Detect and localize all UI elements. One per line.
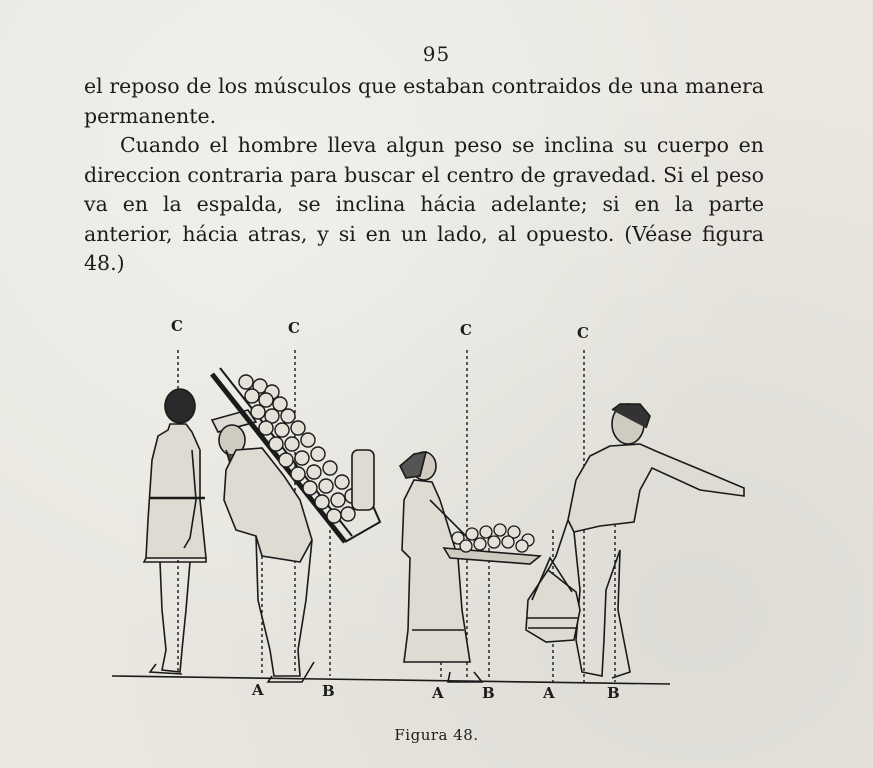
label-c-3: C	[460, 321, 472, 339]
label-b-3: B	[607, 684, 620, 702]
figure-illustration	[0, 300, 873, 710]
paragraph-2: Cuando el hombre lleva algun peso se inclina su cuerpo en direccion contraria para buscar el centro de gravedad. Si el peso va en la espalda, se inclina hácia adelante; si en la parte anterior, hácia atras, y si en un lado, al opuesto. (Véase figura 48.)	[84, 133, 764, 275]
label-a-1: A	[252, 681, 264, 699]
figure-48	[0, 300, 873, 710]
page-number: 95	[422, 42, 451, 66]
label-c-2: C	[288, 319, 300, 337]
label-a-2: A	[432, 684, 444, 702]
ground-line	[112, 676, 670, 684]
porter-man-figure	[212, 368, 380, 682]
body-text	[84, 72, 764, 279]
standing-man-figure	[144, 389, 206, 674]
label-b-1: B	[322, 682, 335, 700]
paragraph-1: el reposo de los músculos que estaban contraidos de una manera permanente.	[84, 74, 764, 128]
woman-basket-figure	[400, 452, 540, 682]
label-a-3: A	[543, 684, 555, 702]
label-b-2: B	[482, 684, 495, 702]
label-c-4: C	[577, 324, 589, 342]
figure-caption: Figura 48.	[394, 726, 479, 744]
label-c-1: C	[171, 317, 183, 335]
bucket-man-figure	[526, 404, 744, 678]
